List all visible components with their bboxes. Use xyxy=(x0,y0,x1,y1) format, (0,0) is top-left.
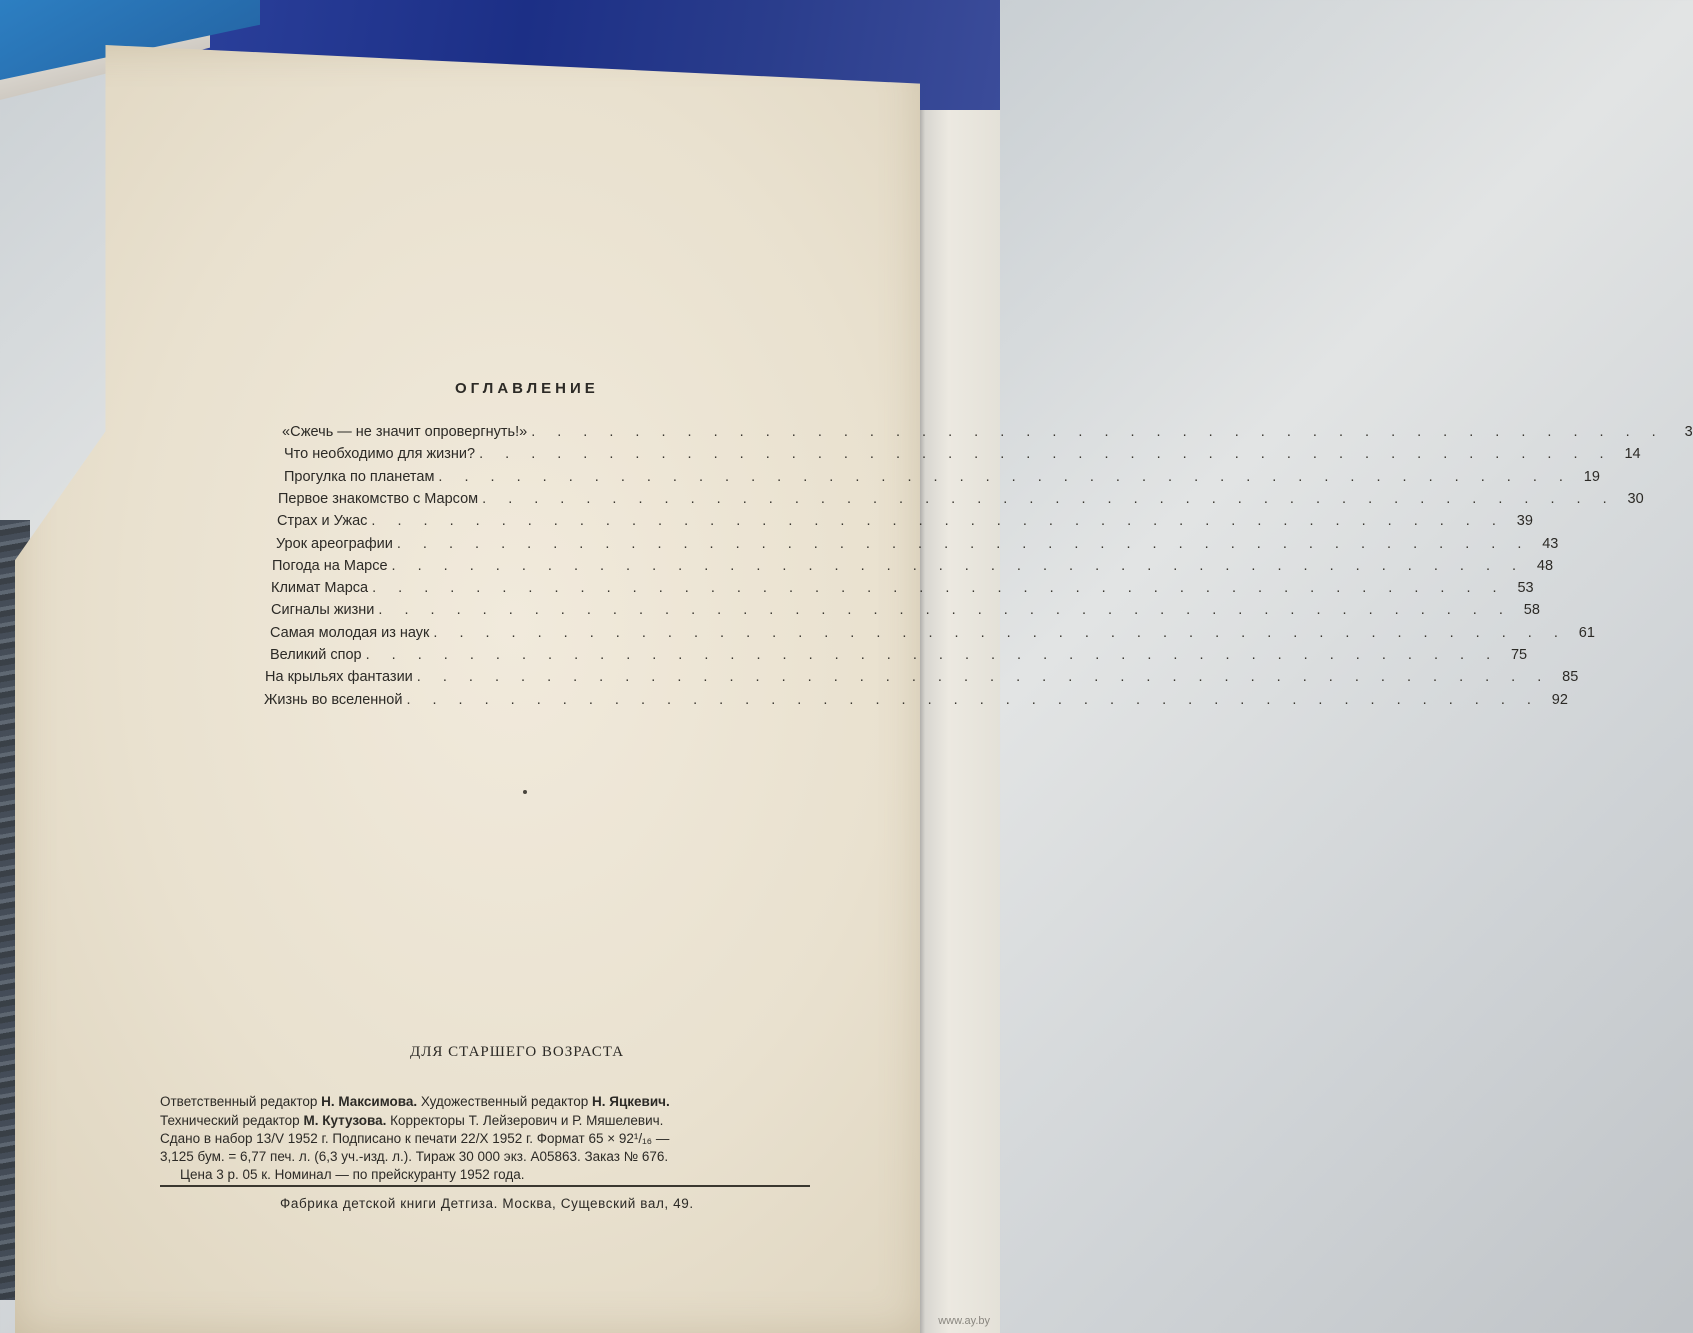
toc-entry-title: Страх и Ужас xyxy=(277,513,368,530)
toc-entry-page: 19 xyxy=(1583,468,1600,485)
toc-entry-title: Климат Марса xyxy=(271,580,369,597)
toc-entry-page: 58 xyxy=(1523,602,1540,619)
imprint-name-editor: Н. Максимова. xyxy=(321,1094,418,1109)
toc-entry xyxy=(284,446,1641,463)
toc-leader-dots: . . . . . . . . . . . . . . . . . . . . . . . . . . . . . . . . . . . . . . . . . . . . xyxy=(531,424,1665,440)
toc-entry xyxy=(271,580,1534,597)
toc-entry xyxy=(270,624,1595,641)
toc-entry xyxy=(270,647,1528,663)
toc-entry-page: 75 xyxy=(1510,647,1528,663)
imprint-line-dates: Сдано в набор 13/V 1952 г. Подписано к печати 22/X 1952 г. Формат 65 × 92¹/₁₆ — xyxy=(160,1131,670,1146)
toc-leader-dots: . . . . . . . . . . . . . . . . . . . . . . . . . . . . . . . . . . . . . . . . . . . . xyxy=(378,602,1512,619)
toc-leader-dots: . . . . . . . . . . . . . . . . . . . . . . . . . . . . . . . . . . . . . . . . . . . . xyxy=(438,468,1572,485)
toc-leader-dots: . . . . . . . . . . . . . . . . . . . . . . . . . . . . . . . . . . . . . . . . . . . . xyxy=(396,535,1531,552)
toc-entry-title: Прогулка по планетам xyxy=(284,468,435,485)
imprint-role-art-editor: Художественный редактор xyxy=(420,1094,589,1109)
toc-entry xyxy=(276,535,1559,552)
toc-entry-page: 43 xyxy=(1542,535,1559,552)
imprint-line-format: 3,125 бум. = 6,77 печ. л. (6,3 уч.-изд. л.). Тираж 30 000 экз. А05863. Заказ № 676. xyxy=(160,1149,669,1164)
toc-entry xyxy=(265,669,1579,686)
imprint-name-tech-editor: М. Кутузова. xyxy=(303,1113,387,1128)
toc-entry-title: Урок ареографии xyxy=(276,535,393,552)
toc-leader-dots: . . . . . . . . . . . . . . . . . . . . . . . . . . . . . . . . . . . . . . . . . . . . xyxy=(365,647,1500,663)
toc-entry xyxy=(272,557,1554,574)
toc-entry-title: Погода на Марсе xyxy=(272,557,388,574)
imprint-line-price: Цена 3 р. 05 к. Номинал — по прейскуранту 1952 года. xyxy=(180,1167,525,1182)
toc-leader-dots: . . . . . . . . . . . . . . . . . . . . . . . . . . . . . . . . . . . . . . . . . . . . xyxy=(482,490,1616,507)
toc-entry-page: 92 xyxy=(1551,691,1568,708)
toc-entry-page: 61 xyxy=(1578,624,1595,641)
imprint-line-technical xyxy=(160,1113,663,1128)
toc-entry-title: На крыльях фантазии xyxy=(265,669,413,686)
toc-title: ОГЛАВЛЕНИЕ xyxy=(455,380,599,397)
toc-entry-page: 53 xyxy=(1517,580,1534,597)
toc-leader-dots: . . . . . . . . . . . . . . . . . . . . . . . . . . . . . . . . . . . . . . . . . . . . xyxy=(372,580,1506,597)
toc-leader-dots: . . . . . . . . . . . . . . . . . . . . . . . . . . . . . . . . . . . . . . . . . . . . xyxy=(433,624,1567,641)
toc-entry-title: Жизнь во вселенной xyxy=(264,691,403,708)
toc-leader-dots: . . . . . . . . . . . . . . . . . . . . . . . . . . . . . . . . . . . . . . . . . . . . xyxy=(479,446,1613,463)
toc-entry-page: 30 xyxy=(1627,490,1644,507)
toc-leader-dots: . . . . . . . . . . . . . . . . . . . . . . . . . . . . . . . . . . . . . . . . . . . . xyxy=(391,557,1526,574)
imprint-line-editors xyxy=(160,1094,670,1109)
toc-entry-title: «Сжечь — не значит опровергнуть!» xyxy=(282,424,528,440)
toc-entry-page: 48 xyxy=(1536,557,1554,574)
toc-leader-dots: . . . . . . . . . . . . . . . . . . . . . . . . . . . . . . . . . . . . . . . . . . . . xyxy=(406,691,1540,708)
toc-entry xyxy=(277,513,1533,530)
toc-entry xyxy=(284,468,1600,485)
toc-leader-dots: . . . . . . . . . . . . . . . . . . . . . . . . . . . . . . . . . . . . . . . . . . . . xyxy=(371,513,1505,530)
toc-entry xyxy=(271,602,1540,619)
toc-entry xyxy=(264,691,1568,708)
age-label: ДЛЯ СТАРШЕГО ВОЗРАСТА xyxy=(410,1044,625,1060)
imprint-correctors: Корректоры Т. Лейзерович и Р. Мяшелевич. xyxy=(390,1113,664,1128)
toc-entry-page: 14 xyxy=(1624,446,1641,463)
toc-entry-title: Самая молодая из наук xyxy=(270,624,430,641)
imprint-factory: Фабрика детской книги Детгиза. Москва, Сущевский вал, 49. xyxy=(280,1196,694,1211)
toc-entry xyxy=(278,490,1644,507)
toc-entry-title: Что необходимо для жизни? xyxy=(284,446,476,463)
toc-entry-title: Сигналы жизни xyxy=(271,602,375,619)
imprint-role-editor: Ответственный редактор xyxy=(160,1094,318,1109)
watermark: www.ay.by xyxy=(938,1315,990,1327)
print-dot xyxy=(523,790,527,794)
toc-entry-page: 85 xyxy=(1562,669,1579,686)
imprint-divider xyxy=(160,1185,810,1187)
toc-entry-page: 39 xyxy=(1516,513,1533,530)
toc-entry-page: 3 xyxy=(1684,424,1693,440)
toc-leader-dots: . . . . . . . . . . . . . . . . . . . . . . . . . . . . . . . . . . . . . . . . . . . . xyxy=(416,669,1551,686)
imprint-name-art-editor: Н. Яцкевич. xyxy=(592,1094,670,1109)
imprint-role-tech-editor: Технический редактор xyxy=(160,1113,300,1128)
toc-entry-title: Великий спор xyxy=(270,647,362,663)
toc-entry xyxy=(282,424,1693,440)
toc-entry-title: Первое знакомство с Марсом xyxy=(278,490,479,507)
